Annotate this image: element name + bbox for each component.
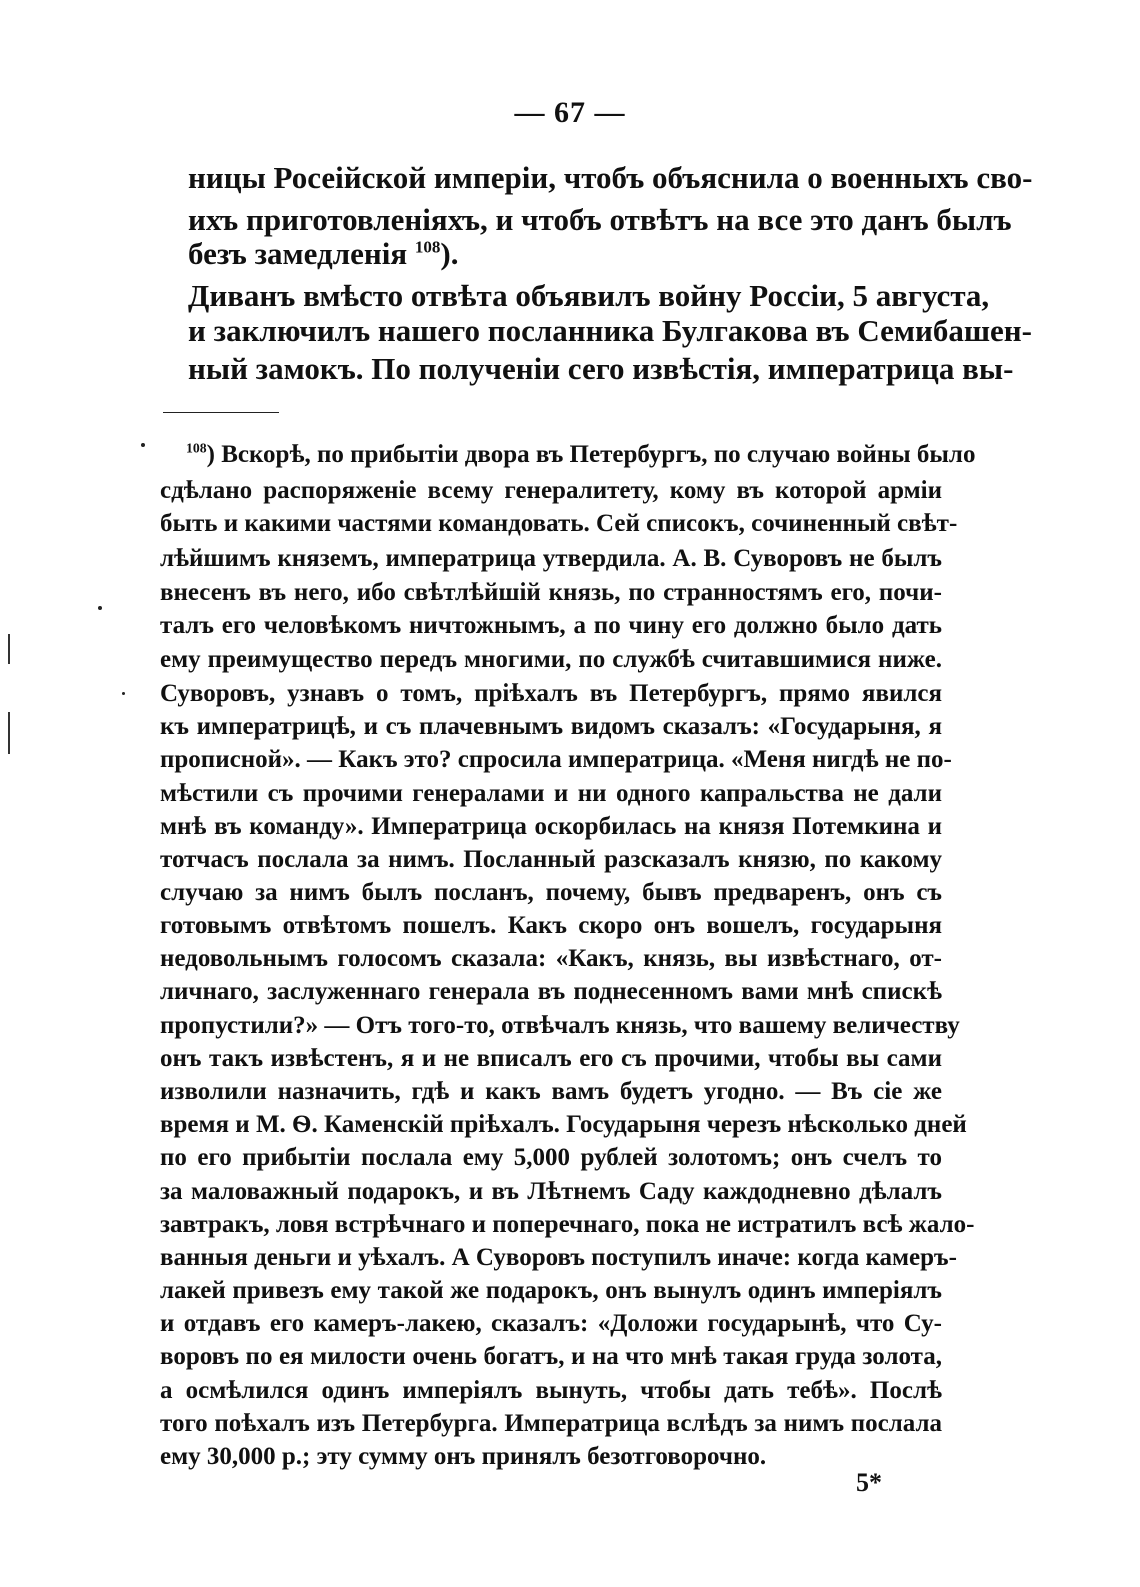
main-text-line-content: безъ замедленія: [188, 236, 408, 271]
scan-speck: [98, 606, 102, 610]
footnote-line: того поѣхалъ изъ Петербурга. Императрица вслѣдъ за нимъ послала: [160, 1410, 942, 1437]
footnote-line: ванныя деньги и уѣхалъ. А Суворовъ поступилъ иначе: когда камеръ-: [160, 1244, 957, 1271]
main-text-line: ный замокъ. По полученіи сего извѣстія, императрица вы-: [188, 351, 1014, 386]
footnote-line: изволили назначить, гдѣ и какъ вамъ будетъ угодно. — Въ сіе же: [160, 1078, 942, 1105]
footnote-line-content: Вскорѣ, по прибытіи двора въ Петербургъ, по случаю войны было: [221, 441, 976, 468]
footnote-line: мнѣ въ команду». Императрица оскорбилась на князя Потемкина и: [160, 813, 942, 840]
footnote-line: готовымъ отвѣтомъ пошелъ. Какъ скоро онъ вошелъ, государыня: [160, 912, 942, 939]
footnote-line: ему 30,000 р.; эту сумму онъ принялъ безотговорочно.: [160, 1443, 767, 1470]
footnote-line: завтракъ, ловя встрѣчнаго и поперечнаго, пока не истратилъ всѣ жало-: [160, 1211, 975, 1238]
footnote-line: тотчасъ послала за нимъ. Посланный разсказалъ князю, по какому: [160, 846, 942, 873]
footnote-line: личнаго, заслуженнаго генерала въ поднесенномъ вами мнѣ спискѣ: [160, 978, 942, 1005]
footnote-line: сдѣлано распоряженіе всему генералитету, кому въ которой арміи: [160, 477, 942, 504]
footnote-line: мѣстили съ прочими генералами и ни одного капральства не дали: [160, 780, 942, 807]
scan-speck: [141, 443, 145, 447]
footnote-line: прописной». — Какъ это? спросила императрица. «Меня нигдѣ не по-: [160, 746, 952, 773]
margin-mark: [8, 634, 10, 664]
footnote-line: Суворовъ, узнавъ о томъ, пріѣхалъ въ Петербургъ, прямо явился: [160, 680, 942, 707]
main-text-line: Диванъ вмѣсто отвѣта объявилъ войну Россіи, 5 августа,: [188, 278, 990, 313]
footnote-marker-close: ): [206, 441, 215, 468]
footnote-reference: 108: [414, 237, 441, 257]
footnote-line: и отдавъ его камеръ-лакею, сказалъ: «Доложи государынѣ, что Су-: [160, 1310, 942, 1337]
main-text-line: [188, 236, 458, 272]
footnote-line: случаю за нимъ былъ посланъ, почему, бывъ предваренъ, онъ съ: [160, 879, 942, 906]
footnote-line: а осмѣлился одинъ имперіялъ вынуть, чтобы дать тебѣ». Послѣ: [160, 1377, 942, 1404]
footnote-line: онъ такъ извѣстенъ, я и не вписалъ его съ прочими, чтобы вы сами: [160, 1045, 942, 1072]
footnote-reference-close: ).: [440, 236, 459, 271]
footnote-line: недовольнымъ голосомъ сказала: «Какъ, князь, вы извѣстнаго, от-: [160, 945, 942, 972]
footnote-line: лакей привезъ ему такой же подарокъ, онъ вынулъ одинъ имперіялъ: [160, 1277, 942, 1304]
footnote-line: лѣйшимъ княземъ, императрица утвердила. А. В. Суворовъ не былъ: [160, 545, 942, 572]
main-text-line: ихъ приготовленіяхъ, и чтобъ отвѣтъ на все это данъ былъ: [188, 202, 1012, 237]
main-text-line: и заключилъ нашего посланника Булгакова въ Семибашен-: [188, 313, 1032, 348]
footnote-marker: 108: [186, 440, 207, 456]
main-text-line: ницы Росеійской имперіи, чтобъ объяснила о военныхъ сво-: [188, 160, 1033, 195]
footnote-line: по его прибытіи послала ему 5,000 рублей золотомъ; онъ счелъ то: [160, 1144, 942, 1171]
signature-mark: 5*: [856, 1468, 882, 1497]
footnote-line: ему преимущество передъ многими, по службѣ считавшимися ниже.: [160, 646, 942, 673]
scan-speck: [122, 692, 125, 695]
footnote-line: пропустили?» — Отъ того-то, отвѣчалъ князь, что вашему величеству: [160, 1012, 960, 1039]
footnote-line: [186, 440, 976, 469]
footnote-line: талъ его человѣкомъ ничтожнымъ, а по чину его должно было дать: [160, 612, 942, 639]
margin-mark: [8, 712, 10, 754]
footnote-line: быть и какими частями командовать. Сей списокъ, сочиненный свѣт-: [160, 510, 958, 537]
footnote-line: время и М. Ѳ. Каменскій пріѣхалъ. Государыня черезъ нѣсколько дней: [160, 1111, 967, 1138]
footnote-line: внесенъ въ него, ибо свѣтлѣйшій князь, по странностямъ его, почи-: [160, 579, 942, 606]
footnote-line: воровъ по ея милости очень богатъ, и на что мнѣ такая груда золота,: [160, 1343, 942, 1370]
footnote-line: къ императрицѣ, и съ плачевнымъ видомъ сказалъ: «Государыня, я: [160, 713, 942, 740]
footnote-line: за маловажный подарокъ, и въ Лѣтнемъ Саду каждодневно дѣлалъ: [160, 1178, 942, 1205]
footnote-rule: [163, 412, 279, 413]
page-number: — 67 —: [514, 96, 626, 129]
